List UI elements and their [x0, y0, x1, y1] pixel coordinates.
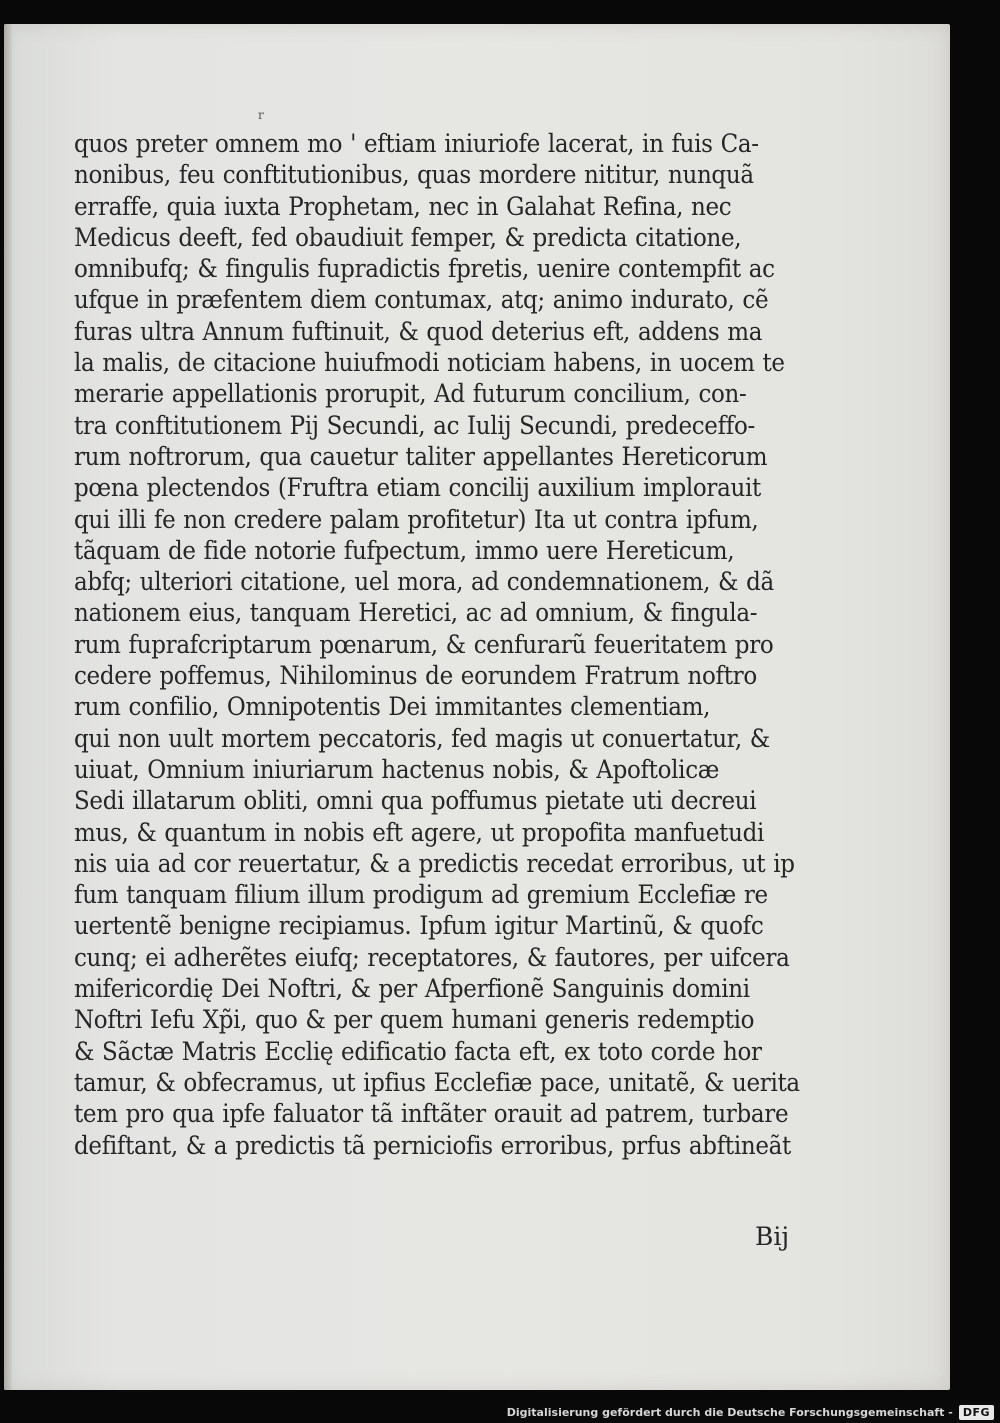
text-line: nonibus, feu conftitutionibus, quas mordere nititur, nunquã — [74, 160, 754, 190]
text-line: tra conftitutionem Pij Secundi, ac Iulij Secundi, predeceffo- — [74, 410, 755, 440]
page-edge-shadow — [4, 24, 12, 1390]
text-line: furas ultra Annum fuftinuit, & quod deterius eft, addens ma — [74, 316, 763, 346]
text-line: uiuat, Omnium iniuriarum hactenus nobis, & Apoftolicæ — [74, 754, 720, 784]
text-line: erraffe, quia iuxta Prophetam, nec in Galahat Refina, nec — [74, 191, 732, 221]
dfg-logo: DFG — [959, 1405, 994, 1420]
text-line: cedere poffemus, Nihilominus de eorundem Fratrum noftro — [74, 661, 757, 691]
signature-mark: Bij — [755, 1222, 790, 1251]
text-line: fum tanquam filium illum prodigum ad gremium Ecclefiæ re — [74, 880, 768, 910]
text-line: omnibufq; & fingulis fupradictis fpretis, uenire contempfit ac — [74, 254, 775, 284]
text-line: rum noftrorum, qua cauetur taliter appellantes Hereticorum — [74, 441, 768, 471]
funding-footer — [507, 1401, 1000, 1423]
text-line: defiftant, & a predictis tã perniciofis erroribus, prfus abftineãt — [74, 1130, 791, 1160]
text-line: merarie appellationis prorupit, Ad futurum concilium, con- — [74, 379, 747, 409]
text-line: quos preter omnem mo ' eftiam iniuriofe lacerat, in fuis Ca- — [74, 129, 759, 158]
text-line: nationem eius, tanquam Heretici, ac ad omnium, & fingula- — [74, 598, 758, 628]
text-block — [74, 128, 834, 1161]
text-line: tamur, & obfecramus, ut ipfius Ecclefiæ pace, unitatẽ, & uerita — [74, 1067, 800, 1097]
text-line: ufque in præfentem diem contumax, atq; animo indurato, cẽ — [74, 285, 769, 315]
text-line: mus, & quantum in nobis eft agere, ut propofita manfuetudi — [74, 817, 765, 847]
text-line: mifericordię Dei Noftri, & per Afperfionẽ Sanguinis domini — [74, 974, 750, 1004]
book-page — [4, 24, 950, 1390]
text-line: uertentẽ benigne recipiamus. Ipfum igitur Martinũ, & quofc — [74, 911, 764, 941]
text-line: abfq; ulteriori citatione, uel mora, ad condemnationem, & dã — [74, 567, 774, 597]
text-line: Sedi illatarum obliti, omni qua poffumus pietate uti decreui — [74, 786, 757, 816]
text-line: la malis, de citacione huiufmodi noticiam habens, in uocem te — [74, 348, 785, 378]
text-line: pœna plectendos (Fruftra etiam concilij auxilium implorauit — [74, 473, 761, 503]
text-line: qui non uult mortem peccatoris, fed magis ut conuertatur, & — [74, 723, 770, 753]
text-line: nis uia ad cor reuertatur, & a predictis recedat erroribus, ut ip — [74, 848, 795, 878]
funding-text: Digitalisierung gefördert durch die Deutsche Forschungsgemeinschaft - — [506, 1405, 953, 1419]
text-line: rum fuprafcriptarum pœnarum, & cenfurarũ feueritatem pro — [74, 629, 774, 659]
text-line: tãquam de fide notorie fufpectum, immo uere Hereticum, — [74, 535, 735, 565]
text-line: & Sãctæ Matris Ecclię edificatio facta eft, ex toto corde hor — [74, 1036, 762, 1066]
text-line: cunq; ei adherẽtes eiufq; receptatores, & fautores, per uifcera — [74, 942, 790, 972]
corner-mark: r — [258, 108, 264, 122]
text-line: qui illi fe non credere palam profitetur) Ita ut contra ipfum, — [74, 504, 759, 534]
text-line: rum confilio, Omnipotentis Dei immitantes clementiam, — [74, 692, 711, 722]
text-line: Noftri Iefu Xp̃i, quo & per quem humani generis redemptio — [74, 1005, 755, 1035]
text-line: Medicus deeft, fed obaudiuit femper, & predicta citatione, — [74, 222, 742, 252]
text-line: tem pro qua ipfe faluator tã inftãter orauit ad patrem, turbare — [74, 1099, 789, 1129]
